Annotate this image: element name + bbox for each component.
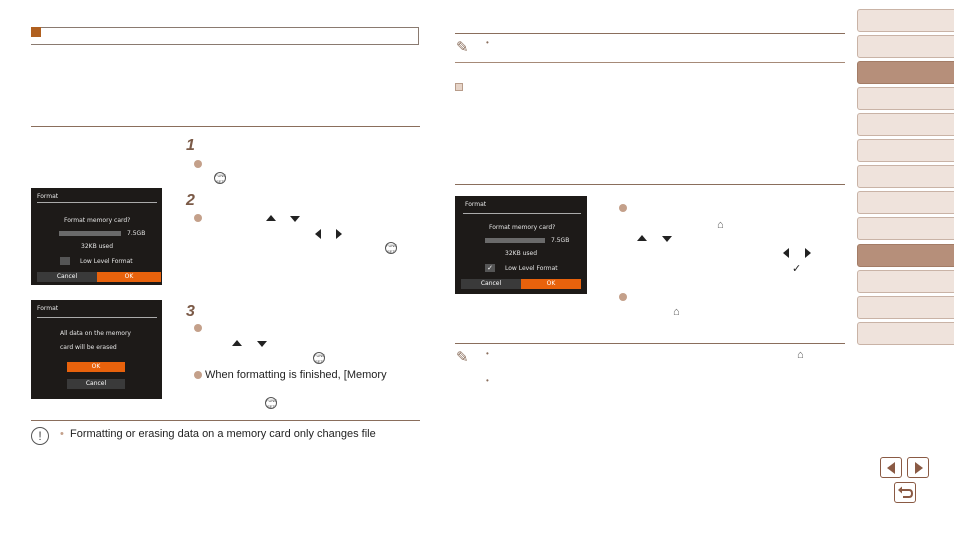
divider	[455, 343, 845, 344]
screen-title-rule	[37, 317, 157, 318]
bullet-icon	[194, 324, 202, 332]
bullet-icon: •	[486, 376, 489, 385]
used-text: 32KB used	[505, 250, 538, 257]
bullet-icon: •	[486, 349, 489, 358]
step-3-text: When formatting is finished, [Memory	[205, 369, 387, 381]
divider	[455, 62, 845, 63]
cancel-button[interactable]: Cancel	[37, 272, 97, 282]
step-1-number: 1	[186, 137, 195, 154]
screen-title-rule	[463, 213, 581, 214]
bullet-icon	[194, 214, 202, 222]
ok-button[interactable]: OK	[97, 272, 161, 282]
sidebar-tab-13[interactable]	[857, 322, 954, 345]
format-question: Format memory card?	[64, 217, 131, 224]
low-level-checkbox[interactable]	[60, 257, 70, 265]
checkmark-icon: ✓	[792, 263, 802, 275]
next-page-button[interactable]	[907, 457, 929, 478]
up-arrow-icon	[266, 215, 276, 221]
right-arrow-icon	[336, 229, 342, 239]
step-2-number: 2	[186, 192, 195, 209]
left-arrow-icon	[887, 462, 895, 474]
camera-screen-confirm	[31, 300, 162, 399]
func-set-icon: FUNC SET	[266, 398, 278, 409]
caution-icon: !	[31, 427, 49, 445]
func-set-icon: FUNC SET	[386, 243, 398, 254]
sidebar-tab-2[interactable]	[857, 35, 954, 58]
cancel-button[interactable]: Cancel	[67, 379, 125, 389]
func-set-icon: FUNC SET	[215, 173, 227, 184]
sidebar-tab-3[interactable]	[857, 61, 954, 84]
capacity-bar	[59, 231, 121, 236]
format-question: Format memory card?	[489, 224, 556, 231]
note-pencil-icon: ✎	[456, 39, 469, 56]
low-level-label: Low Level Format	[80, 258, 133, 265]
low-level-label: Low Level Format	[505, 265, 558, 272]
sidebar-tab-7[interactable]	[857, 165, 954, 188]
step-3-number: 3	[186, 303, 195, 320]
ok-button[interactable]: OK	[521, 279, 581, 289]
screen-title: Format	[37, 193, 59, 200]
bullet-icon: •	[486, 38, 489, 47]
cancel-button[interactable]: Cancel	[461, 279, 521, 289]
left-arrow-icon	[783, 248, 789, 258]
camera-screen-format	[31, 188, 162, 285]
low-level-checkbox[interactable]: ✓	[485, 264, 495, 272]
camera-screen-low-level	[455, 196, 587, 294]
bullet-icon	[619, 293, 627, 301]
section-header-bar	[31, 27, 419, 45]
sidebar-tab-6[interactable]	[857, 139, 954, 162]
sidebar-tab-9[interactable]	[857, 217, 954, 240]
right-arrow-icon	[915, 462, 923, 474]
down-arrow-icon	[257, 341, 267, 347]
subsection-marker	[455, 83, 463, 91]
left-arrow-icon	[315, 229, 321, 239]
sidebar-tab-11[interactable]	[857, 270, 954, 293]
func-set-icon: FUNC SET	[314, 353, 326, 364]
book-reference-icon: ⌂	[797, 349, 804, 361]
capacity-text: 7.5GB	[127, 230, 146, 237]
book-reference-icon: ⌂	[673, 306, 680, 318]
bullet-icon: •	[60, 428, 64, 440]
divider	[31, 126, 420, 127]
divider	[455, 33, 845, 34]
section-header-marker	[31, 27, 41, 37]
bullet-icon	[194, 160, 202, 168]
erase-warning-line1: All data on the memory	[60, 330, 131, 337]
sidebar-tab-5[interactable]	[857, 113, 954, 136]
sidebar-tab-4[interactable]	[857, 87, 954, 110]
return-icon	[895, 483, 915, 502]
capacity-text: 7.5GB	[551, 237, 570, 244]
sidebar-tab-1[interactable]	[857, 9, 954, 32]
sidebar-tab-10[interactable]	[857, 244, 954, 267]
capacity-bar	[485, 238, 545, 243]
sidebar-tab-12[interactable]	[857, 296, 954, 319]
screen-title-rule	[37, 202, 157, 203]
divider	[31, 420, 420, 421]
return-button[interactable]	[894, 482, 916, 503]
divider	[455, 184, 845, 185]
bullet-icon	[194, 371, 202, 379]
used-text: 32KB used	[81, 243, 114, 250]
up-arrow-icon	[637, 235, 647, 241]
screen-title: Format	[465, 201, 487, 208]
bullet-icon	[619, 204, 627, 212]
down-arrow-icon	[662, 236, 672, 242]
caution-text: Formatting or erasing data on a memory card only changes file	[70, 428, 376, 440]
screen-title: Format	[37, 305, 59, 312]
previous-page-button[interactable]	[880, 457, 902, 478]
ok-button[interactable]: OK	[67, 362, 125, 372]
book-reference-icon: ⌂	[717, 219, 724, 231]
sidebar-tab-8[interactable]	[857, 191, 954, 214]
right-arrow-icon	[805, 248, 811, 258]
down-arrow-icon	[290, 216, 300, 222]
note-pencil-icon: ✎	[456, 349, 469, 366]
up-arrow-icon	[232, 340, 242, 346]
erase-warning-line2: card will be erased	[60, 344, 117, 351]
